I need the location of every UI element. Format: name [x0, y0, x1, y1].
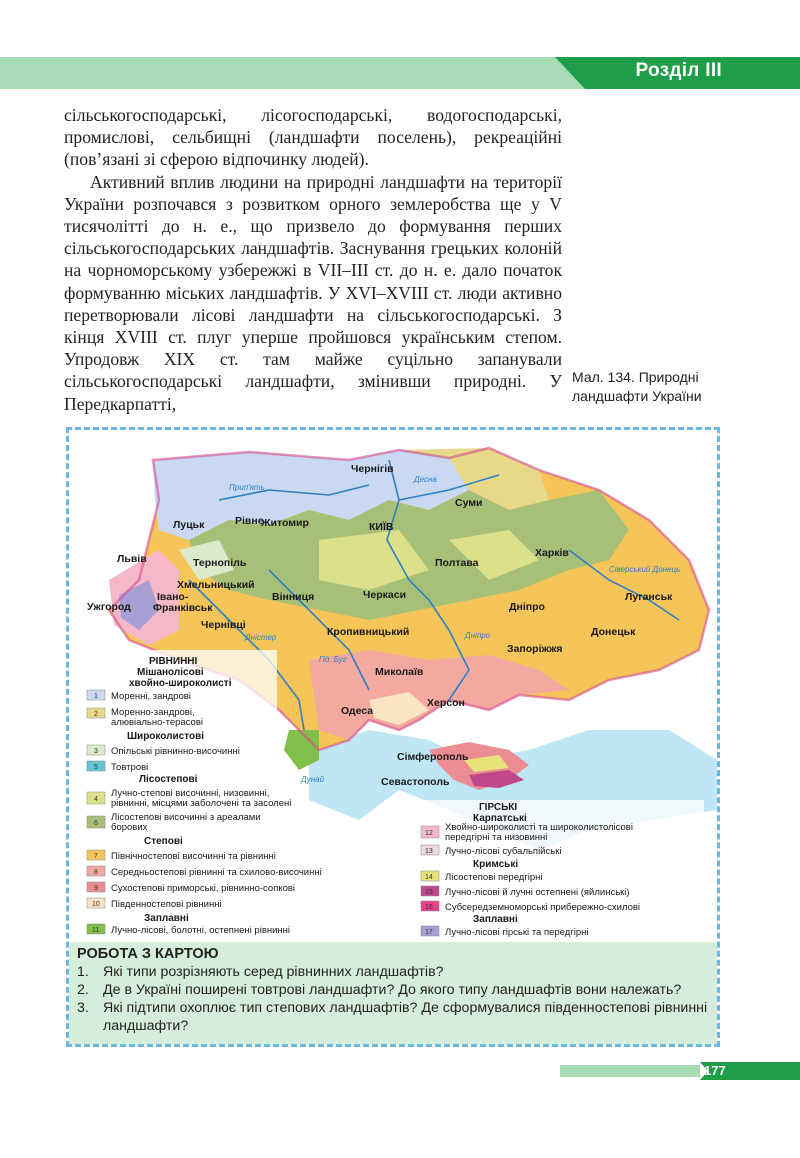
svg-text:2: 2 — [94, 711, 98, 718]
river-label: Пд. Буг — [319, 655, 347, 664]
city-label: Севастополь — [381, 776, 450, 788]
river-label: Дністер — [245, 633, 277, 642]
city-label: Франківськ — [153, 602, 213, 614]
city-label: Житомир — [261, 517, 309, 529]
legend-label: Середньостепові рівнинні та схилово-височинні — [111, 867, 322, 878]
svg-text:14: 14 — [425, 874, 433, 881]
city-label: Харків — [535, 547, 569, 559]
city-label: Дніпро — [509, 601, 545, 613]
city-label: Тернопіль — [193, 557, 247, 569]
legend-label: Товтрові — [111, 762, 149, 773]
landscape-map — [69, 430, 717, 942]
paragraph: сільськогосподарські, лісогосподарські, водогосподарські, промислові, сельбищні (ландшафти поселень), рекреаційні (пов’язані зі сферою відпочинку людей). — [64, 105, 562, 170]
river-label: Сіверський Донець — [609, 565, 681, 574]
city-label: Запоріжжя — [507, 643, 563, 655]
task-text: Які типи розрізняють серед рівнинних ландшафтів? — [103, 964, 444, 980]
legend-label: Південностепові рівнинні — [111, 899, 222, 910]
city-label: Миколаїв — [375, 666, 424, 678]
legend-label: Лучно-лісові, болотні, остепнені рівнинні — [111, 925, 291, 936]
footer-bar — [560, 1065, 700, 1077]
legend-label: рівнинні, місцями заболочені та засолені — [111, 798, 292, 809]
svg-text:13: 13 — [425, 848, 433, 855]
city-label: Івано- — [157, 591, 189, 603]
task-item — [77, 981, 709, 999]
legend-heading: Кримські — [473, 859, 519, 870]
svg-text:16: 16 — [425, 904, 433, 911]
legend-label: Лучно-степові височинні, низовинні, — [111, 788, 270, 799]
legend-label: борових — [111, 822, 148, 833]
city-label: Кропивницький — [327, 626, 410, 638]
legend-label: Хвойно-широколисті та широколистолісові — [445, 822, 633, 833]
svg-text:4: 4 — [94, 796, 98, 803]
paragraph: Активний вплив людини на природні ландшафти на території України розпочався з розвитком орного землеробства ще у V тисячолітті до н. е., що призвело до формування перших сільськогосподарських ландшафтів. Заснування грецьких колоній на чорноморському узбережжі в VII–III ст. до н. е. дало початок формуванню міських ландшафтів. У XVI–XVIII ст. люди активно перетворювали лісові ландшафти на сільськогосподарські. З кінця XVIII ст. плуг уперше пройшовся українським степом. Упродовж XIX ст. там майже суцільно запанували сільськогосподарські ландшафти, змінивши природні. У Передкарпатті, — [64, 171, 562, 414]
figure-caption: Мал. 134. Природні ландшафти України — [572, 369, 702, 404]
river-label: Десна — [414, 475, 437, 484]
svg-text:17: 17 — [425, 929, 433, 936]
task-item — [77, 999, 709, 1035]
legend-label: Сухостепові приморські, рівнинно-сопкові — [111, 883, 296, 894]
city-label: Херсон — [427, 697, 465, 709]
map-tasks — [69, 942, 717, 1044]
tasks-title: РОБОТА З КАРТОЮ — [77, 946, 219, 962]
task-text: Де в Україні поширені товтрові ландшафти? До якого типу ландшафтів вони належать? — [103, 982, 682, 998]
body-text — [64, 104, 562, 415]
city-label: Сімферополь — [397, 751, 469, 763]
legend-label: Моренно-зандрові, — [111, 707, 195, 718]
task-item — [77, 963, 709, 981]
legend-label: алювіально-терасові — [111, 717, 203, 728]
city-label: Луганськ — [625, 591, 673, 603]
city-label: Донецьк — [591, 626, 636, 638]
legend-heading: Заплавні — [473, 914, 518, 925]
city-label: Суми — [455, 497, 483, 509]
svg-text:9: 9 — [94, 885, 98, 892]
svg-text:15: 15 — [425, 889, 433, 896]
legend-label: Субсередземноморські прибережно-схилові — [445, 902, 641, 913]
legend-heading: Мішанолісові — [137, 667, 204, 678]
page-number: 177 — [704, 1063, 726, 1078]
legend-label: Моренні, зандрові — [111, 691, 191, 702]
legend-label: Лучно-лісові й лучні остепнені (яйлинські) — [445, 887, 630, 898]
legend-label: Лучно-лісові гірські та передгірні — [445, 927, 589, 938]
city-label: Львів — [117, 553, 147, 565]
svg-text:5: 5 — [94, 764, 98, 771]
legend-label: передгірні та низовинні — [445, 832, 548, 843]
legend-heading: хвойно-широколисті — [129, 678, 232, 689]
svg-text:7: 7 — [94, 853, 98, 860]
task-text: Які підтипи охоплює тип степових ландшафтів? Де сформувалися південностепові рівнинні ландшафти? — [103, 1000, 708, 1034]
legend-label: Опільські рівнинно-височинні — [111, 746, 240, 757]
legend-label: Лучно-лісові субальпійські — [445, 846, 562, 857]
legend-label: Лісостепові передгірні — [445, 872, 543, 883]
city-label: Ужгород — [87, 601, 131, 613]
river-label: Дніпро — [465, 631, 491, 640]
svg-text:1: 1 — [94, 693, 98, 700]
city-label: Одеса — [341, 705, 374, 717]
city-label: Черкаси — [363, 589, 407, 601]
legend-heading: ГІРСЬКІ — [479, 802, 518, 813]
city-label: Полтава — [435, 557, 479, 569]
river-label: Прип'ять — [229, 483, 265, 492]
legend-heading: Карпатські — [473, 813, 527, 824]
svg-text:10: 10 — [92, 901, 100, 908]
legend-label: Північностепові височинні та рівнинні — [111, 851, 276, 862]
city-label: Хмельницький — [177, 579, 255, 591]
legend-heading: РІВНИННІ — [149, 656, 198, 667]
svg-text:6: 6 — [94, 820, 98, 827]
city-label: Чернівці — [201, 619, 246, 631]
svg-text:11: 11 — [92, 927, 100, 934]
svg-text:8: 8 — [94, 869, 98, 876]
legend-heading: Заплавні — [144, 913, 189, 924]
task-number: 1. — [77, 964, 89, 980]
section-title: Розділ III — [635, 60, 722, 81]
legend-label: Лісостепові височинні з ареалами — [111, 812, 261, 823]
city-label: Рівне — [235, 515, 264, 527]
city-label: КИЇВ — [369, 521, 394, 533]
legend-heading: Широколистові — [127, 731, 205, 742]
legend-heading: Лісостепові — [139, 774, 198, 785]
city-label: Чернігів — [351, 463, 394, 475]
legend-heading: Степові — [144, 836, 183, 847]
city-label: Луцьк — [173, 519, 205, 531]
task-number: 3. — [77, 1000, 89, 1016]
city-label: Вінниця — [272, 591, 315, 603]
svg-text:12: 12 — [425, 830, 433, 837]
river-label: Дунай — [301, 775, 325, 784]
legend-right — [414, 800, 704, 940]
svg-text:3: 3 — [94, 748, 98, 755]
task-number: 2. — [77, 982, 89, 998]
